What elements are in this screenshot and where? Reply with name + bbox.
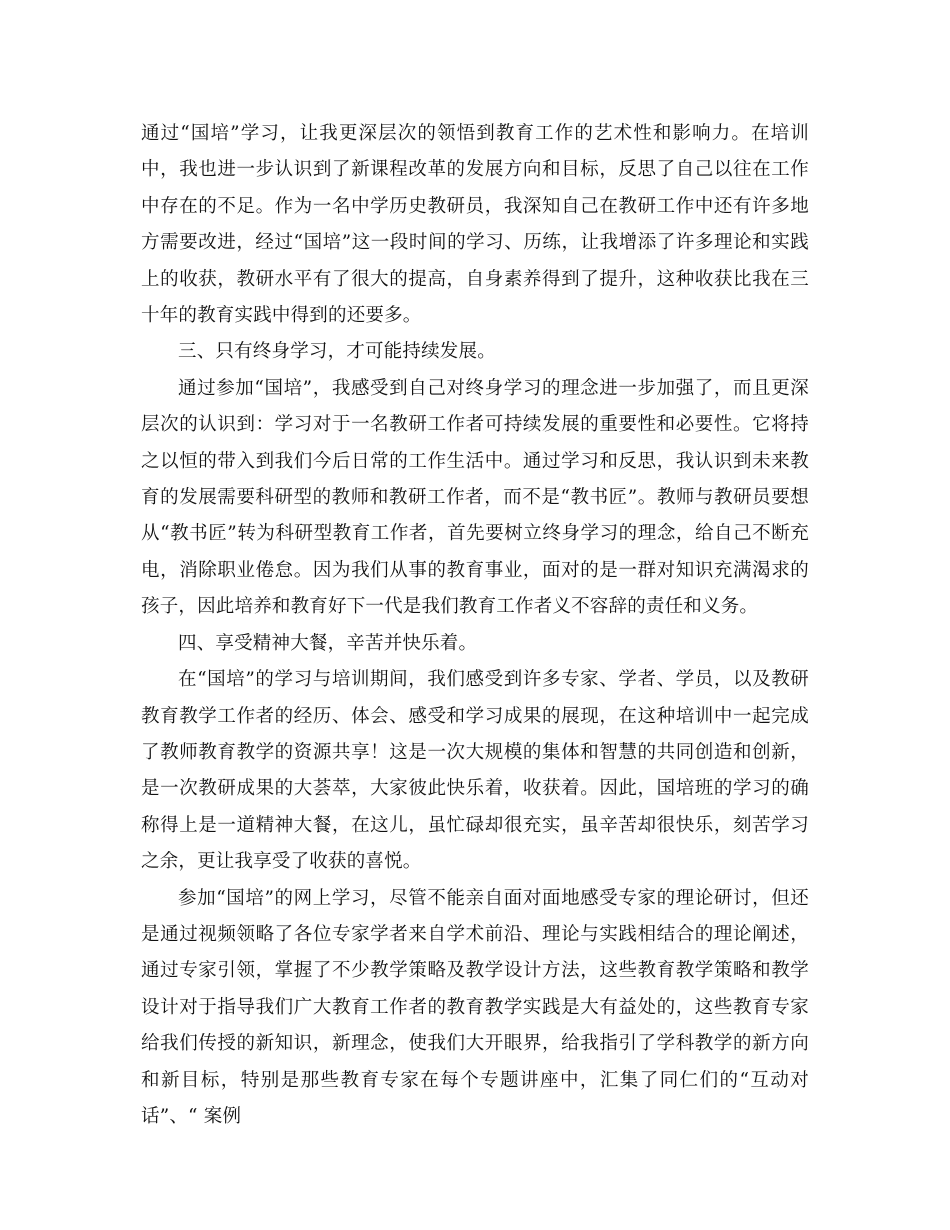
paragraph-training-period: 在“国培”的学习与培训期间，我们感受到许多专家、学者、学员，以及教研教育教学工作者的经历、体会、感受和学习成果的展现，在这种培训中一起完成了教师教育教学的资源共享！这是一次大规模的集体和智慧的共同创造和创新，是一次教研成果的大荟萃，大家彼此快乐着，收获着。因此，国培班的学习的确称得上是一道精神大餐，在这儿，虽忙碌却很充实，虽辛苦却很快乐，刻苦学习之余，更让我享受了收获的喜悦。 (141, 669, 809, 873)
paragraph-continuation: 通过“国培”学习，让我更深层次的领悟到教育工作的艺术性和影响力。在培训中，我也进一步认识到了新课程改革的发展方向和目标，反思了自己以往在工作中存在的不足。作为一名中学历史教研员，我深知自己在教研工作中还有许多地方需要改进，经过“国培”这一段时间的学习、历练，让我增添了许多理论和实践上的收获，教研水平有了很大的提高，自身素养得到了提升，这种收获比我在三十年的教育实践中得到的还要多。 (141, 123, 809, 327)
paragraph-online-learning: 参加“国培”的网上学习，尽管不能亲自面对面地感受专家的理论研讨，但还是通过视频领略了各位专家学者来自学术前沿、理论与实践相结合的理论阐述，通过专家引领，掌握了不少教学策略及教学设计方法，这些教育教学策略和教学设计对于指导我们广大教育工作者的教育教学实践是大有益处的，这些教育专家给我们传授的新知识，新理念，使我们大开眼界，给我指引了学科教学的新方向和新目标，特别是那些教育专家在每个专题讲座中，汇集了同仁们的“互动对话”、“ 案例 (141, 887, 809, 1127)
paragraph-lifelong-learning: 通过参加“国培”，我感受到自己对终身学习的理念进一步加强了，而且更深层次的认识到：学习对于一名教研工作者可持续发展的重要性和必要性。它将持之以恒的带入到我们今后日常的工作生活中。通过学习和反思，我认识到未来教育的发展需要科研型的教师和教研工作者，而不是“教书匠”。教师与教研员要想从“教书匠”转为科研型教育工作者，首先要树立终身学习的理念，给自己不断充电，消除职业倦怠。因为我们从事的教育事业，面对的是一群对知识充满渴求的孩子，因此培养和教育好下一代是我们教育工作者义不容辞的责任和义务。 (141, 377, 809, 618)
document-body (141, 116, 809, 1135)
section-heading-spiritual-feast: 四、享受精神大餐，辛苦并快乐着。 (178, 632, 478, 654)
section-heading-lifelong-learning: 三、只有终身学习，才可能持续发展。 (178, 341, 496, 363)
